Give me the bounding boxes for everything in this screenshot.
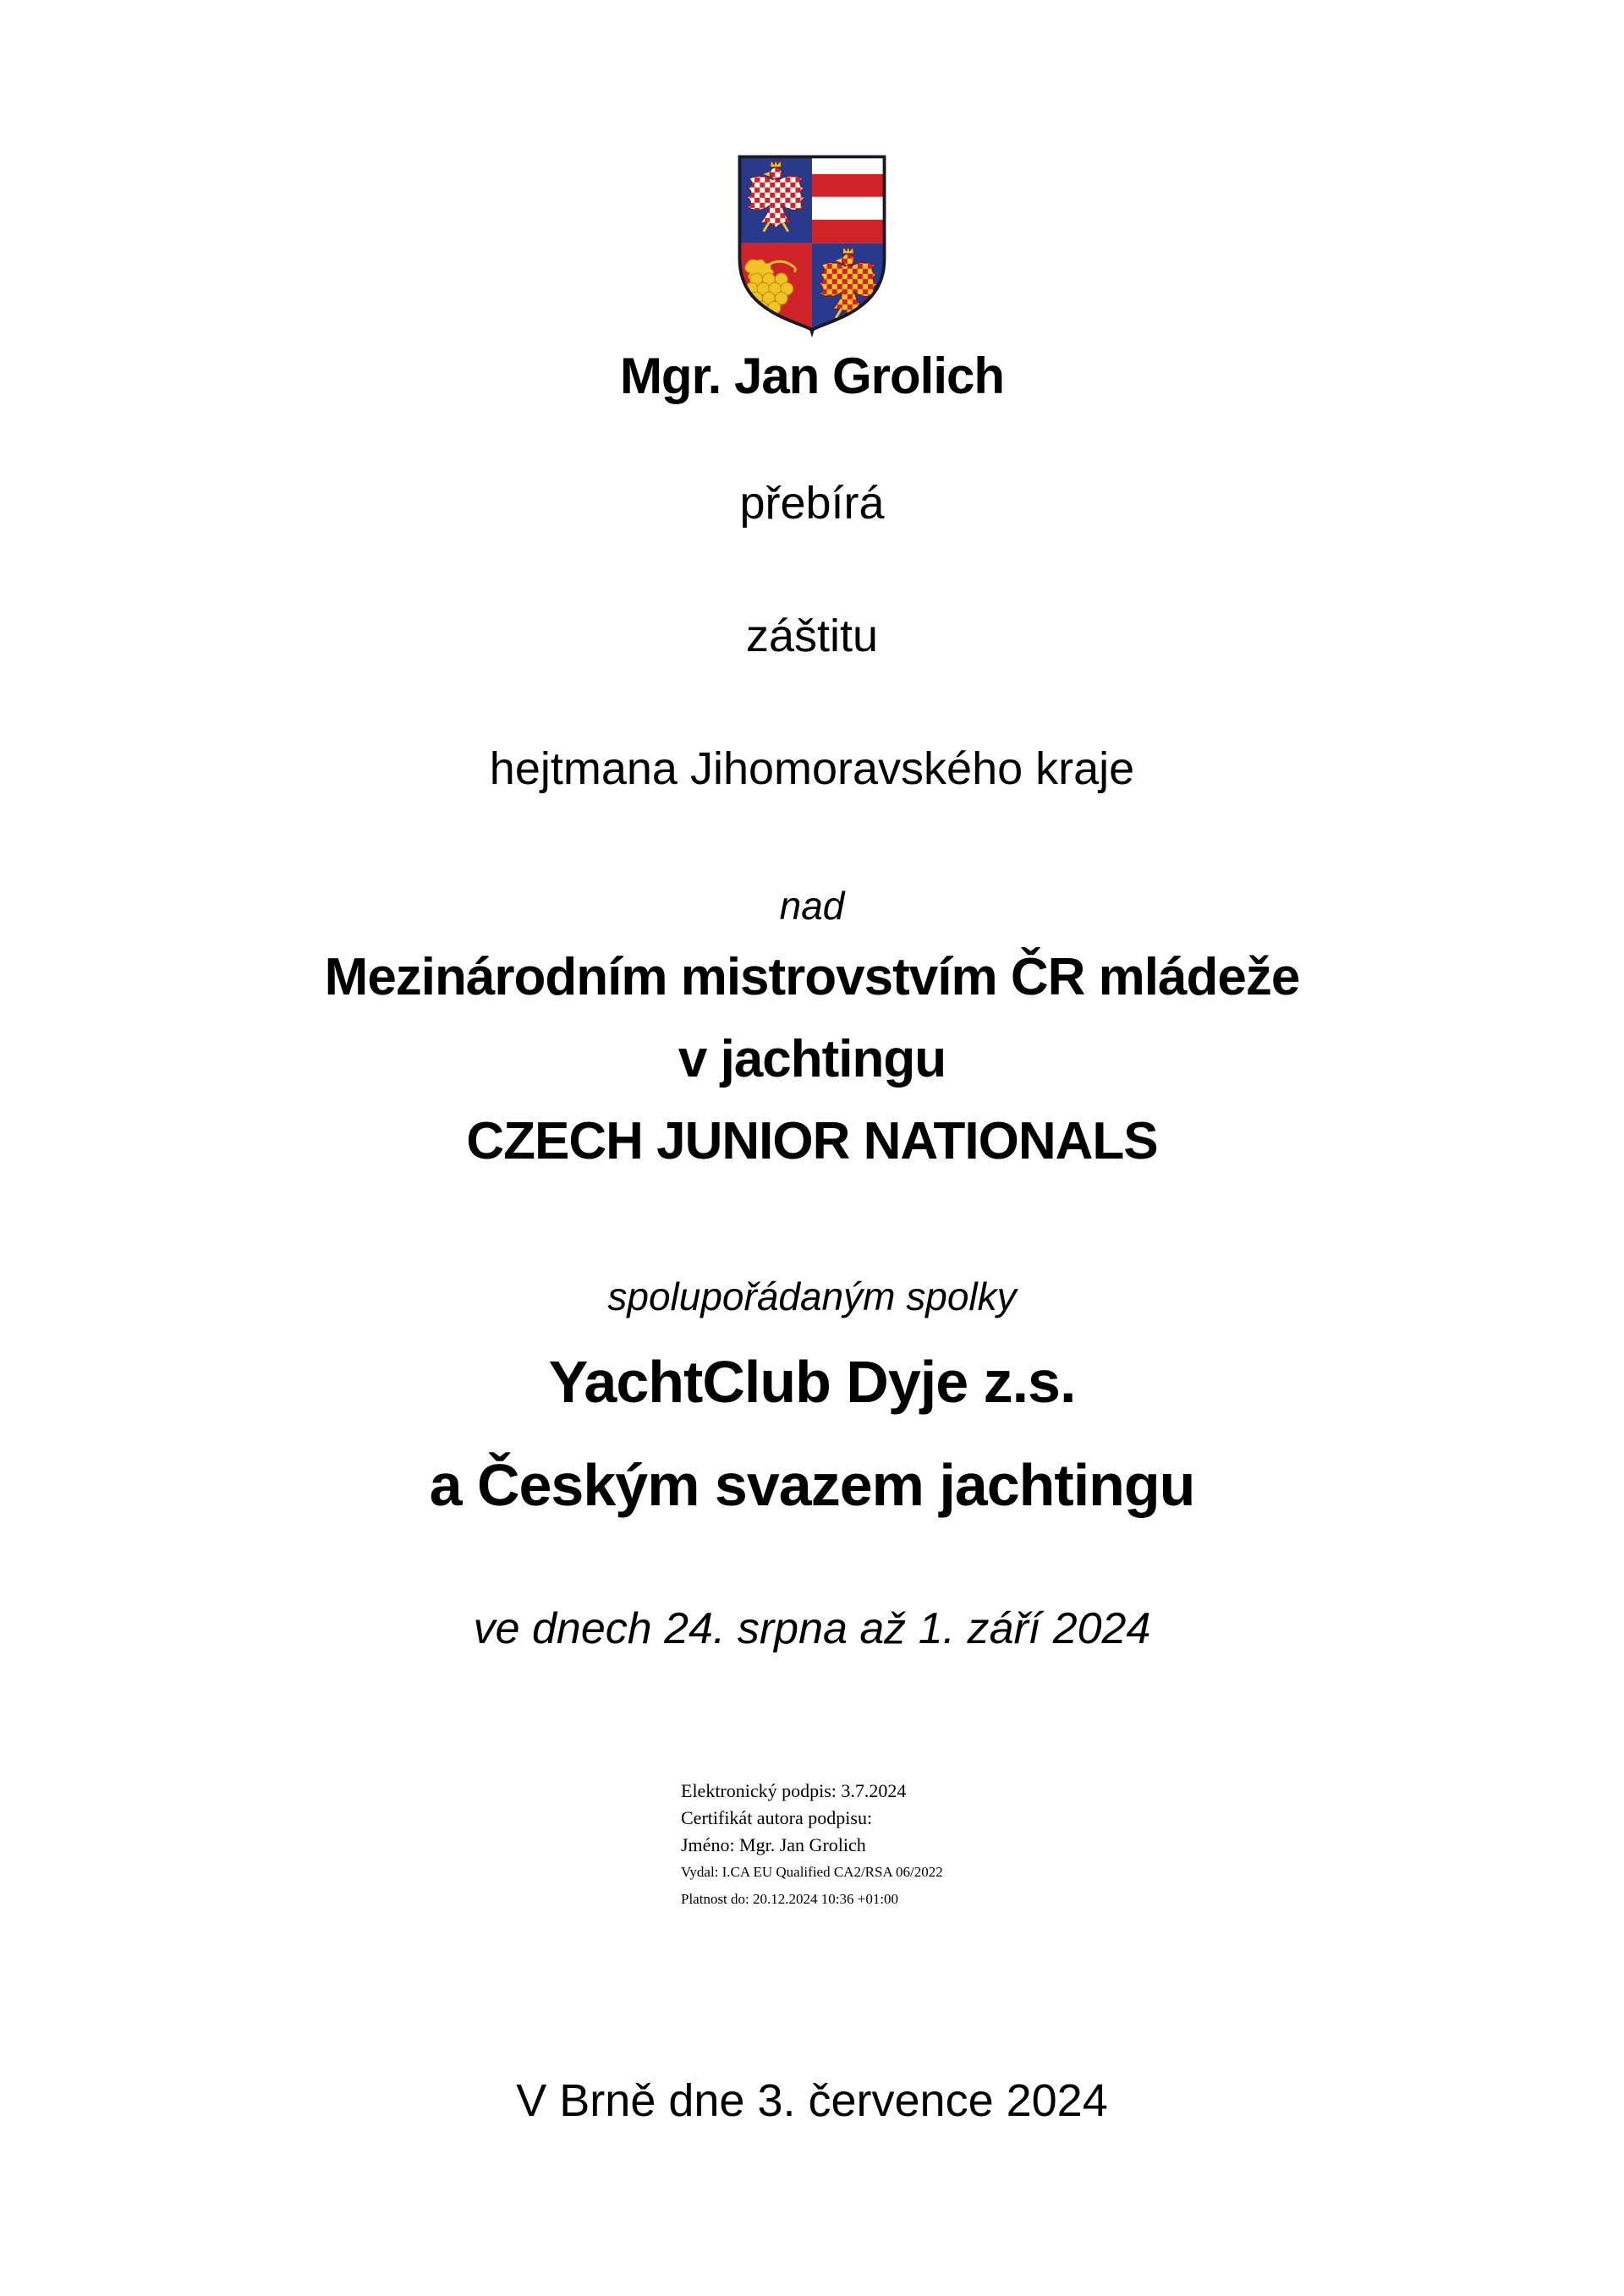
electronic-signature-block	[681, 1778, 1104, 1913]
line-zastitu: záštitu	[745, 611, 879, 661]
coat-of-arms-icon	[0, 151, 1624, 339]
signature-date: Elektronický podpis: 3.7.2024	[681, 1780, 907, 1801]
line-nad: nad	[779, 884, 845, 928]
event-title-line1: Mezinárodním mistrovstvím ČR mládeže	[324, 948, 1300, 1006]
signature-cert-name: Jméno: Mgr. Jan Grolich	[681, 1834, 866, 1855]
line-prebira: přebírá	[739, 478, 885, 529]
event-title-line3: CZECH JUNIOR NATIONALS	[466, 1112, 1158, 1170]
line-coorganizers: spolupořádaným spolky	[607, 1274, 1017, 1318]
event-dates: ve dnech 24. srpna až 1. září 2024	[473, 1604, 1151, 1653]
club-name-1: YachtClub Dyje z.s.	[548, 1349, 1076, 1415]
patron-name: Mgr. Jan Grolich	[619, 348, 1005, 404]
event-title-line2: v jachtingu	[678, 1030, 946, 1088]
place-and-date: V Brně dne 3. července 2024	[516, 2075, 1108, 2126]
signature-cert-label: Certifikát autora podpisu:	[681, 1807, 873, 1828]
signature-validity: Platnost do: 20.12.2024 10:36 +01:00	[681, 1891, 899, 1907]
line-hejtman: hejtmana Jihomoravského kraje	[489, 743, 1135, 794]
signature-issuer: Vydal: I.CA EU Qualified CA2/RSA 06/2022	[681, 1864, 943, 1880]
south-moravian-shield-icon	[733, 151, 891, 339]
club-name-2: a Českým svazem jachtingu	[429, 1452, 1195, 1518]
